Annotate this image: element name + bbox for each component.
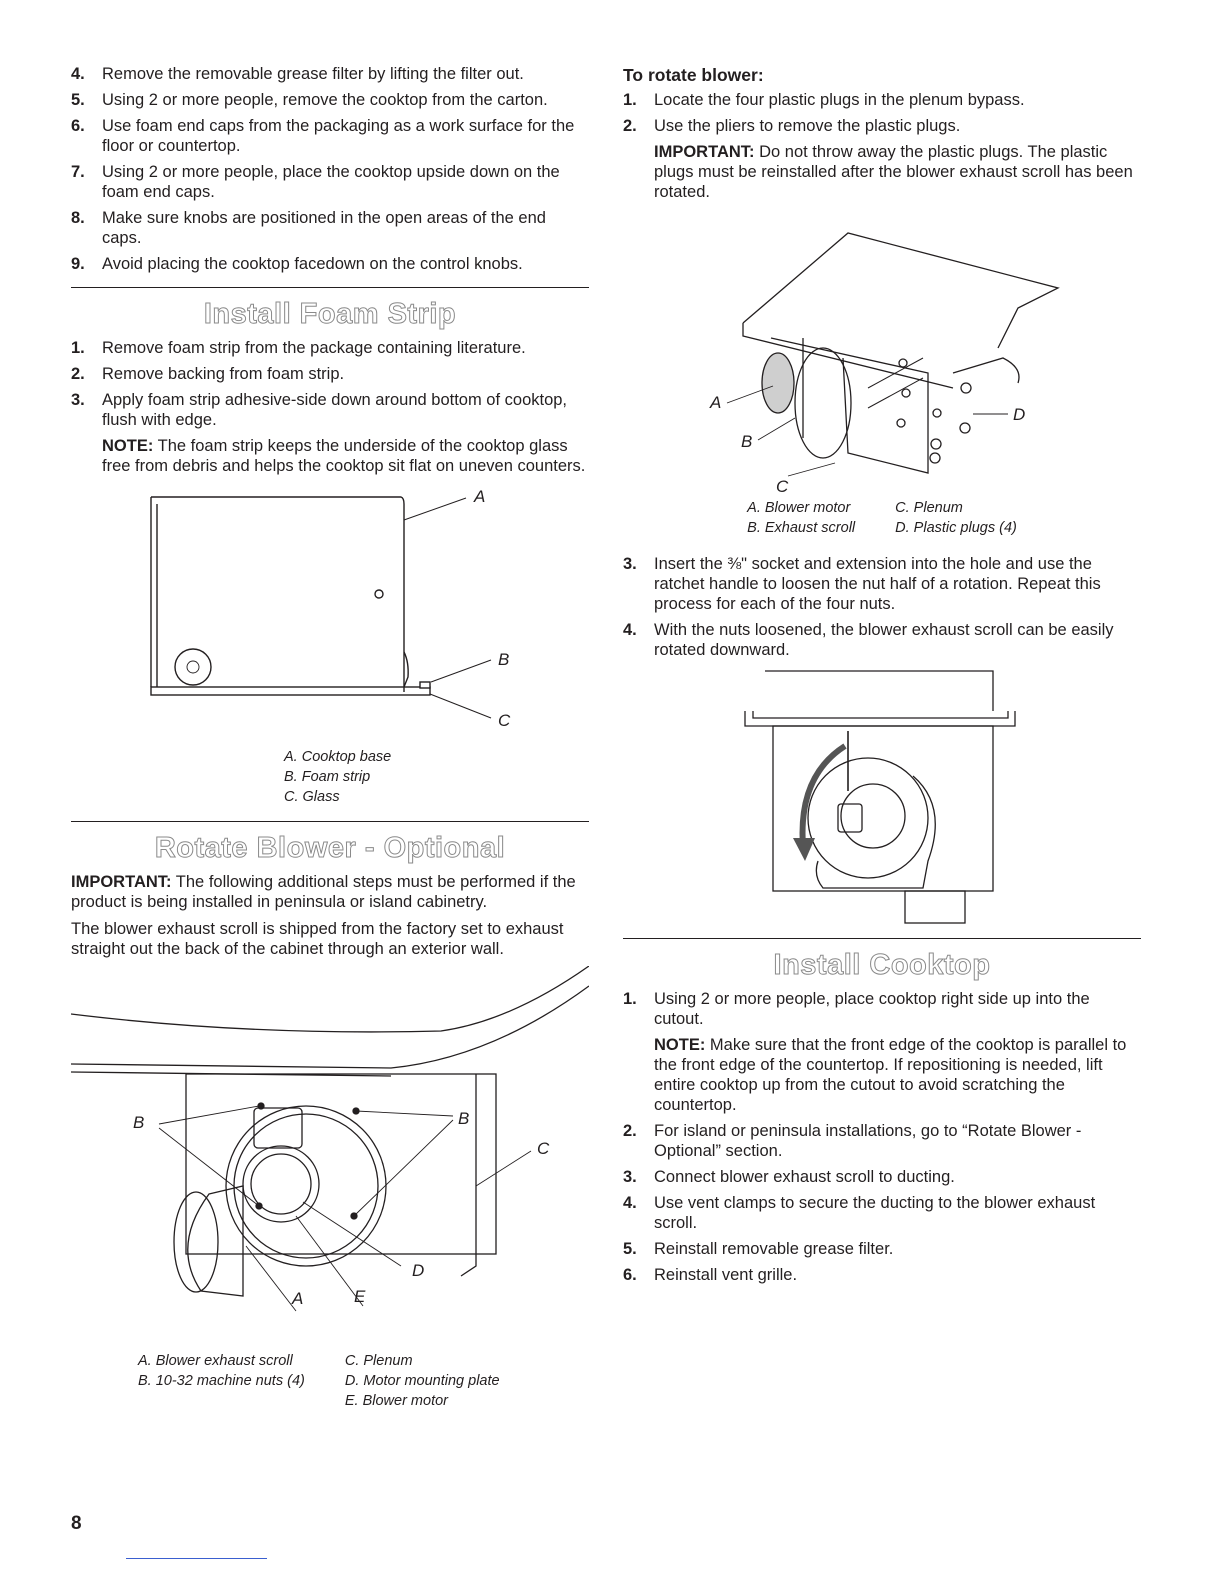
label-b-right: B xyxy=(458,1109,470,1128)
blower-housing xyxy=(808,758,928,878)
rotate-blower-body: The blower exhaust scroll is shipped from the factory set to exhaust straight out the back of the cabinet through an exterior wall. xyxy=(71,920,564,958)
list-item: 2. For island or peninsula installations, go to “Rotate Blower - Optional” section. xyxy=(623,1122,1082,1160)
section-divider xyxy=(71,821,589,822)
plenum-plugs-figure xyxy=(623,208,1141,498)
exhaust-outlet xyxy=(905,891,965,923)
install-foam-strip-heading: Install Foam Strip xyxy=(203,298,457,330)
foam-strip-figure xyxy=(71,482,589,747)
glass-panel xyxy=(151,687,430,695)
to-rotate-important: IMPORTANT: Do not throw away the plastic plugs. The plastic plugs must be reinstalled after the blower exhaust scroll has been rotated. xyxy=(654,143,1133,201)
list-item: 5. Using 2 or more people, remove the cooktop from the carton. xyxy=(71,91,548,109)
label-b: B xyxy=(741,432,753,451)
label-c: C xyxy=(498,711,511,730)
label-a: A xyxy=(292,1289,304,1308)
page-number: 8 xyxy=(71,1513,82,1534)
blower-motor xyxy=(243,1146,319,1222)
blower-motor xyxy=(762,353,794,413)
label-e: E xyxy=(354,1287,366,1306)
rotate-blower-figure xyxy=(71,966,589,1351)
left-column xyxy=(71,64,589,1411)
list-item: 3. Connect blower exhaust scroll to ducting. xyxy=(623,1168,955,1186)
footer-rule xyxy=(126,1558,267,1559)
list-item: 1. Using 2 or more people, place cooktop right side up into the cutout. NOTE: Make sure that the front edge of the cooktop is parallel to the front edge of the countertop. If repositioning is needed, lift entire cooktop up from the cutout to avoid scratching the countertop. xyxy=(623,989,1141,1115)
list-item: 3. Insert the ⅜" socket and extension into the hole and use the ratchet handle to loosen the nut half of a rotation. Repeat this process for each of the four nuts. xyxy=(623,555,1101,613)
rotation-arrow-head xyxy=(793,838,815,861)
foam-strip-caption: A. Cooktop base B. Foam strip C. Glass xyxy=(284,749,392,805)
plastic-plug xyxy=(931,439,941,449)
label-c: C xyxy=(537,1139,550,1158)
plastic-plug xyxy=(960,423,970,433)
list-item: 1. Remove foam strip from the package containing literature. xyxy=(71,339,526,357)
rotate-scroll-figure xyxy=(623,666,1141,926)
blower-exhaust-scroll xyxy=(188,1186,243,1296)
blower-housing xyxy=(226,1106,386,1266)
list-item: 3. Apply foam strip adhesive-side down around bottom of cooktop, flush with edge. NOTE: The foam strip keeps the underside of the cooktop glass free from debris and helps the cooktop sit flat on uneven counters. xyxy=(71,390,589,476)
install-cooktop-note: NOTE: Make sure that the front edge of the cooktop is parallel to the front edge of the countertop. If repositioning is needed, lift entire cooktop up from the cutout to avoid scratching the countertop. xyxy=(654,1036,1127,1114)
label-b-left: B xyxy=(133,1113,145,1132)
label-b: B xyxy=(498,650,510,669)
section-divider xyxy=(71,287,589,288)
label-a: A xyxy=(710,393,722,412)
install-cooktop-steps xyxy=(623,989,1141,1285)
list-item: 9. Avoid placing the cooktop facedown on the control knobs. xyxy=(71,255,523,273)
install-cooktop-heading: Install Cooktop xyxy=(773,949,991,981)
rotate-blower-caption: A. Blower exhaust scroll B. 10-32 machine nuts (4) C. Plenum D. Motor mounting plate E. Blower motor xyxy=(138,1353,500,1409)
list-item: 6. Reinstall vent grille. xyxy=(623,1266,798,1284)
list-item: 4. Use vent clamps to secure the ducting to the blower exhaust scroll. xyxy=(623,1194,1096,1232)
list-item: 4. With the nuts loosened, the blower exhaust scroll can be easily rotated downward. xyxy=(623,621,1114,659)
label-d: D xyxy=(1013,405,1026,424)
list-item: 1. Locate the four plastic plugs in the plenum bypass. xyxy=(623,91,1025,109)
to-rotate-steps-a xyxy=(623,90,1141,202)
motor-mounting-plate xyxy=(254,1108,302,1148)
screw-hole xyxy=(375,590,383,598)
right-column xyxy=(623,64,1141,1291)
to-rotate-blower-heading: To rotate blower: xyxy=(623,65,764,85)
label-d: D xyxy=(412,1261,425,1280)
list-item: 2. Remove backing from foam strip. xyxy=(71,365,345,383)
list-item: 7. Using 2 or more people, place the cooktop upside down on the foam end caps. xyxy=(71,163,560,201)
cooktop-top xyxy=(743,233,1058,348)
plastic-plug xyxy=(930,453,940,463)
cooktop-edge xyxy=(71,966,589,1032)
foam-strip-steps xyxy=(71,338,589,476)
foam-strip xyxy=(420,682,430,688)
control-knob xyxy=(175,649,211,685)
list-item: 6. Use foam end caps from the packaging as a work surface for the floor or countertop. xyxy=(71,117,575,155)
to-rotate-steps-b xyxy=(623,554,1141,660)
list-item: 8. Make sure knobs are positioned in the open areas of the end caps. xyxy=(71,209,546,247)
label-a: A xyxy=(474,487,486,506)
rotate-blower-heading: Rotate Blower - Optional xyxy=(154,832,506,864)
blower-motor xyxy=(841,784,905,848)
plenum-plugs-caption: A. Blower motor B. Exhaust scroll C. Plenum D. Plastic plugs (4) xyxy=(747,500,1017,536)
section-divider xyxy=(623,938,1141,939)
rotate-blower-important: IMPORTANT: The following additional steps must be performed if the product is being installed in peninsula or island cabinetry. xyxy=(71,873,576,911)
intro-steps xyxy=(71,64,589,274)
foam-strip-note: NOTE: The foam strip keeps the underside of the cooktop glass free from debris and helps the cooktop sit flat on uneven counters. xyxy=(102,437,586,475)
list-item: 2. Use the pliers to remove the plastic plugs. IMPORTANT: Do not throw away the plastic plugs. The plastic plugs must be reinstalled after the blower exhaust scroll has been rotated. xyxy=(623,116,1141,202)
label-c: C xyxy=(776,477,789,496)
list-item: 5. Reinstall removable grease filter. xyxy=(623,1240,894,1258)
plastic-plug xyxy=(961,383,971,393)
list-item: 4. Remove the removable grease filter by lifting the filter out. xyxy=(71,65,524,83)
